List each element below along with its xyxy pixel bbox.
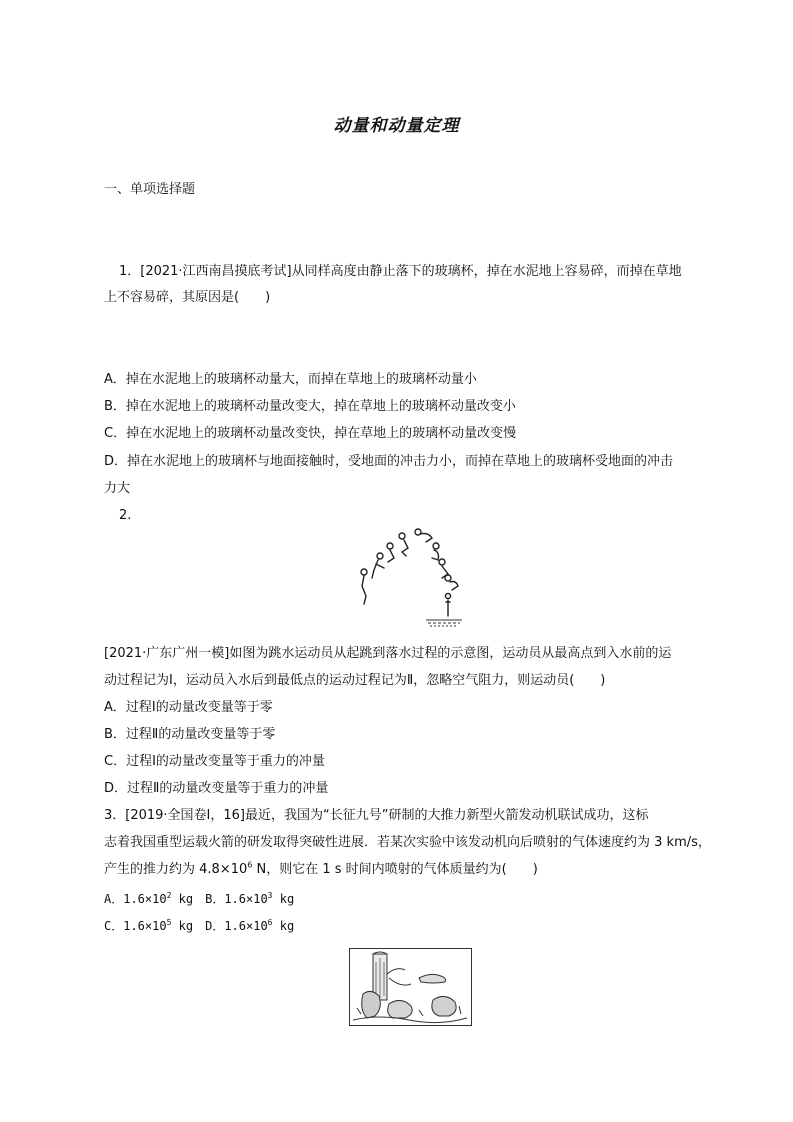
- q2-stem-line2: 动过程记为Ⅰ，运动员入水后到最低点的运动过程记为Ⅱ，忽略空气阻力，则运动员( ): [104, 673, 606, 688]
- page-title: 动量和动量定理: [333, 116, 460, 136]
- q2-option-a: A．过程Ⅰ的动量改变量等于零: [104, 700, 273, 715]
- q3-options-cd: C．$1.6\times 10^5$ kg D．$1.6\times 10^6$ kg: [104, 918, 295, 933]
- q2-option-d: D．过程Ⅱ的动量改变量等于重力的冲量: [104, 781, 329, 796]
- diving-figure: [350, 524, 470, 636]
- q2-option-b: B．过程Ⅱ的动量改变量等于零: [104, 727, 276, 742]
- q3-stem-line2: 志着我国重型运载火箭的研发取得突破性进展．若某次实验中该发动机向后喷射的气体速度约为 3 km/s，: [104, 835, 711, 850]
- q2-number: 2.: [119, 508, 132, 523]
- q1-stem-line2: 上不容易碎，其原因是( ): [104, 290, 271, 305]
- q3-stem-line3: 产生的推力约为 $4.8\times 10^6$ N，则它在 1 s 时间内喷射的气体质量约为( ): [104, 860, 538, 877]
- q2-option-c: C．过程Ⅰ的动量改变量等于重力的冲量: [104, 754, 325, 769]
- cartoon-illustration: [349, 948, 472, 1026]
- q3-stem-line1: 3．[2019·全国卷Ⅰ，16]最近，我国为“长征九号”研制的大推力新型火箭发动机联试成功，这标: [104, 808, 649, 823]
- section-heading: 一、单项选择题: [104, 182, 196, 197]
- q1-option-a: A．掉在水泥地上的玻璃杯动量大，而掉在草地上的玻璃杯动量小: [104, 372, 477, 387]
- q1-stem-line1: 1．[2021·江西南昌摸底考试]从同样高度由静止落下的玻璃杯，掉在水泥地上容易碎，而掉在草地: [119, 264, 682, 279]
- q1-option-d: D．掉在水泥地上的玻璃杯与地面接触时，受地面的冲击力小，而掉在草地上的玻璃杯受地面的冲击: [104, 454, 674, 469]
- q1-option-b: B．掉在水泥地上的玻璃杯动量改变大，掉在草地上的玻璃杯动量改变小: [104, 399, 516, 414]
- q3-options-ab: A．$1.6\times 10^2$ kg B．$1.6\times 10^3$ kg: [104, 891, 295, 906]
- q1-option-c: C．掉在水泥地上的玻璃杯动量改变快，掉在草地上的玻璃杯动量改变慢: [104, 426, 517, 441]
- q2-stem-line1: [2021·广东广州一模]如图为跳水运动员从起跳到落水过程的示意图，运动员从最高点到入水前的运: [104, 646, 672, 661]
- q1-option-d-cont: 力大: [104, 481, 131, 496]
